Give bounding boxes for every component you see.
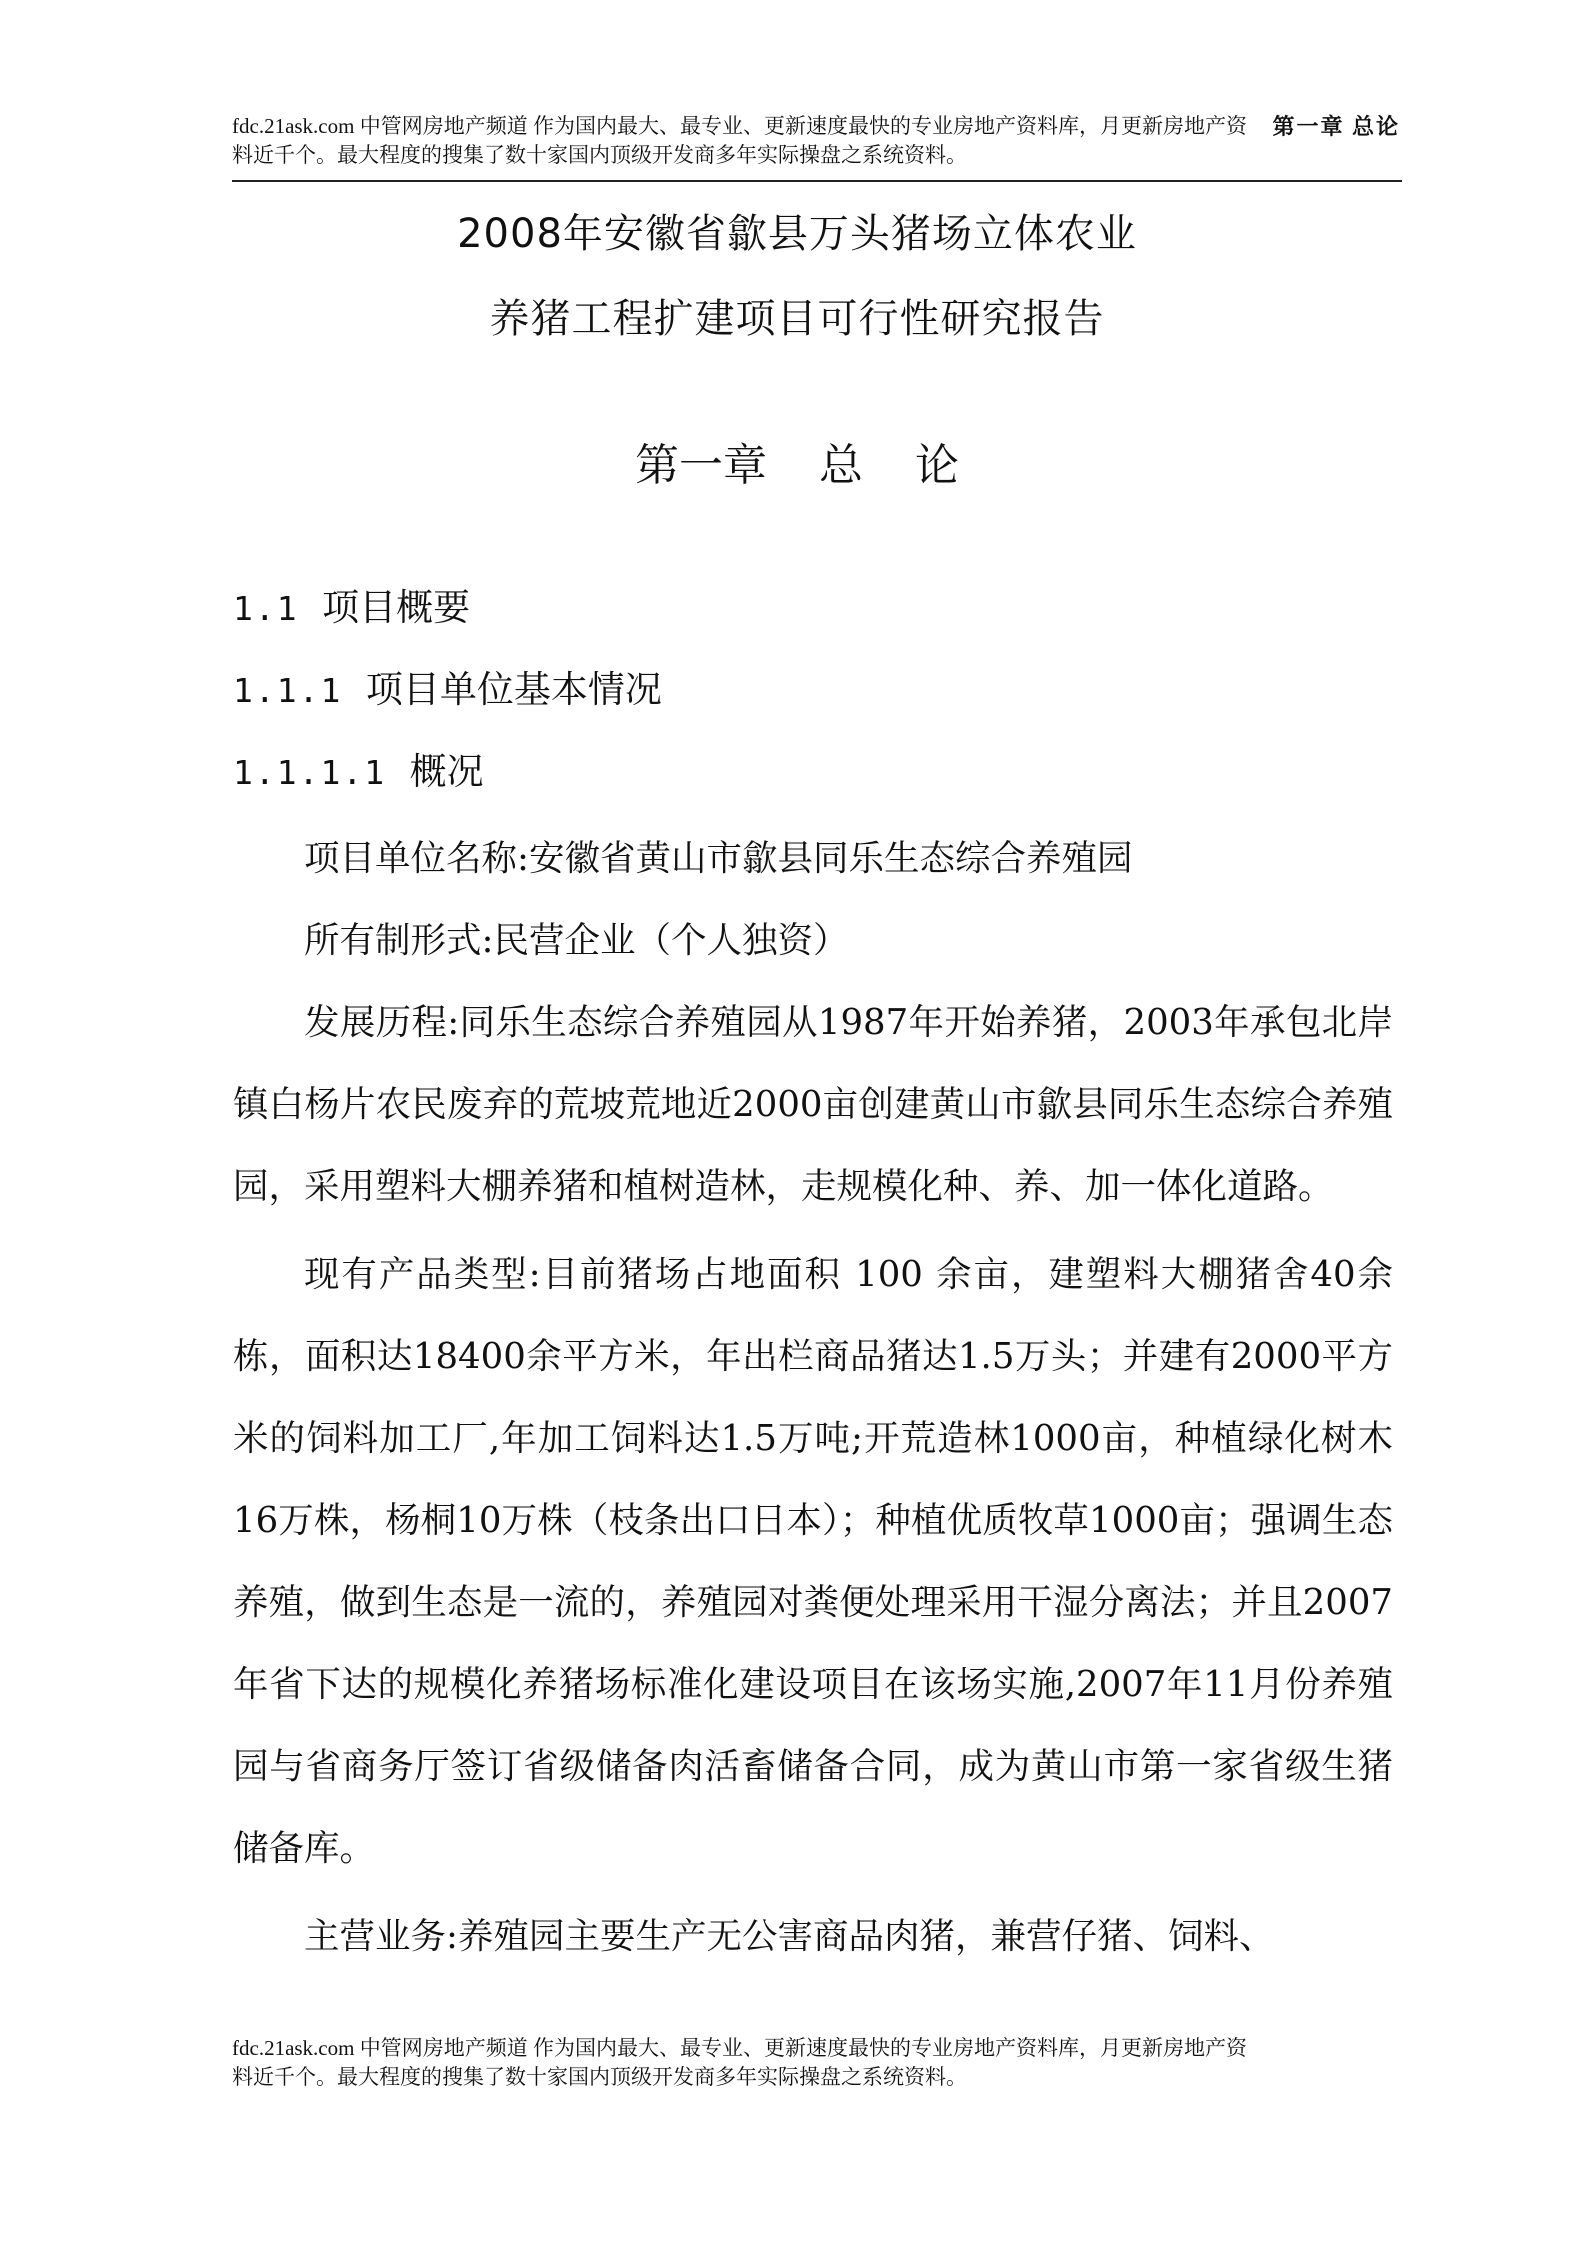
- section-heading-1-1-1-1: [233, 748, 484, 797]
- section-heading-1-1-1: [233, 666, 662, 715]
- paragraph-products: 现有产品类型:目前猪场占地面积 100 余亩，建塑料大棚猪舍40余栋，面积达18400余平方米，年出栏商品猪达1.5万头；并建有2000平方米的饲料加工厂,年加工饲料达1.5万吨;开荒造林1000亩，种植绿化树木16万株，杨桐10万株（枝条出口日本）；种植优质牧草1000亩；强调生态养殖，做到生态是一流的，养殖园对粪便处理采用干湿分离法；并且2007年省下达的规模化养猪场标准化建设项目在该场实施,2007年11月份养殖园与省商务厅签订省级储备肉活畜储备合同，成为黄山市第一家省级生猪储备库。: [233, 1254, 1393, 1869]
- section-heading-1-1: [233, 584, 470, 633]
- chapter-title-char-2: 论: [915, 440, 959, 491]
- paragraph-unit-name: 项目单位名称:安徽省黄山市歙县同乐生态综合养殖园: [304, 838, 1133, 879]
- document-title-line-1: 2008年安徽省歙县万头猪场立体农业: [457, 211, 1137, 257]
- chapter-title-char-1: 总: [819, 440, 863, 491]
- section-title: 项目概要: [322, 586, 471, 629]
- page-header: [232, 112, 1402, 170]
- header-chapter-tag: 第一章 总论: [1268, 112, 1400, 141]
- header-line-2: 料近千个。最大程度的搜集了数十家国内顶级开发商多年实际操盘之系统资料。: [232, 143, 967, 167]
- section-number: 1.1: [233, 589, 299, 628]
- body-text: [233, 818, 1393, 1978]
- page-footer: [232, 2034, 1402, 2092]
- section-number: 1.1.1: [233, 671, 343, 710]
- footer-line-2: 料近千个。最大程度的搜集了数十家国内顶级开发商多年实际操盘之系统资料。: [232, 2065, 967, 2089]
- footer-line-1: fdc.21ask.com 中管网房地产频道 作为国内最大、最专业、更新速度最快的专业房地产资料库，月更新房地产资: [232, 2036, 1247, 2060]
- section-number: 1.1.1.1: [233, 753, 387, 792]
- paragraph-history: 发展历程:同乐生态综合养殖园从1987年开始养猪，2003年承包北岸镇白杨片农民废弃的荒坡荒地近2000亩创建黄山市歙县同乐生态综合养殖园，采用塑料大棚养猪和植树造林，走规模化种、养、加一体化道路。: [233, 1002, 1393, 1207]
- paragraph-ownership: 所有制形式:民营企业（个人独资）: [304, 920, 849, 961]
- header-line-1: fdc.21ask.com 中管网房地产频道 作为国内最大、最专业、更新速度最快的专业房地产资料库，月更新房地产资: [232, 114, 1247, 138]
- paragraph-business: 主营业务:养殖园主要生产无公害商品肉猪，兼营仔猪、饲料、: [304, 1916, 1275, 1957]
- chapter-number: 第一章: [635, 440, 767, 491]
- chapter-heading: [0, 438, 1594, 494]
- document-title-line-2: 养猪工程扩建项目可行性研究报告: [489, 296, 1105, 342]
- section-title: 概况: [409, 750, 484, 793]
- section-title: 项目单位基本情况: [365, 668, 662, 711]
- header-rule: [232, 180, 1402, 182]
